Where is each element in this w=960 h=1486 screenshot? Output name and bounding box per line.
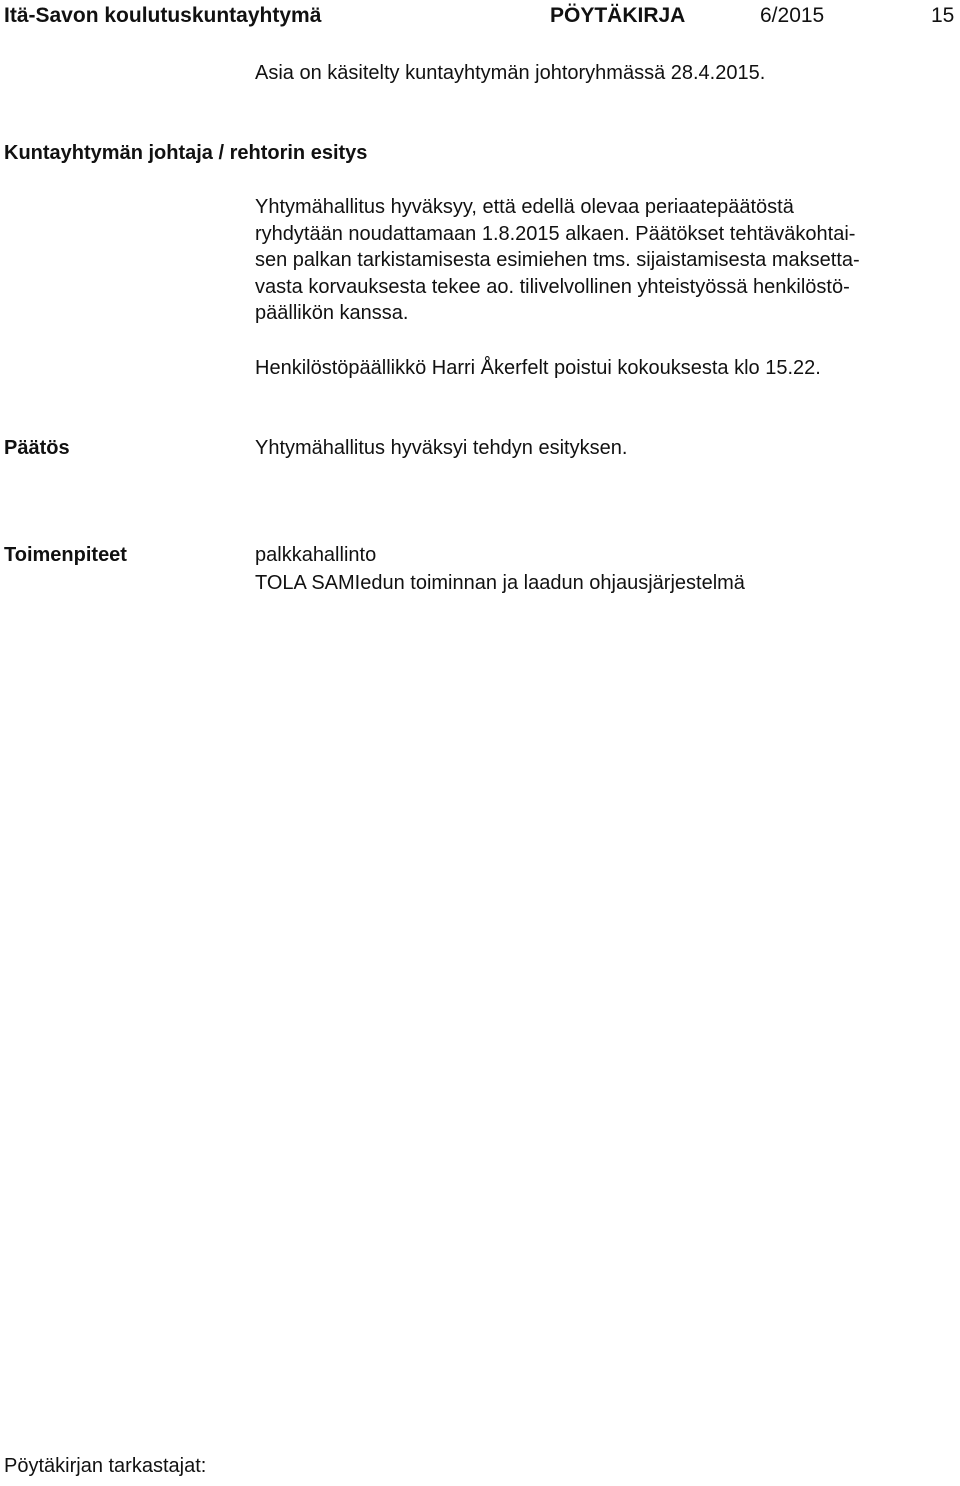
proposal-paragraph (255, 194, 955, 327)
proposal-heading: Kuntayhtymän johtaja / rehtorin esitys (4, 142, 368, 164)
departure-note: Henkilöstöpäällikkö Harri Åkerfelt poistui kokouksesta klo 15.22. (255, 357, 821, 379)
proposal-line: sen palkan tarkistamisesta esimiehen tms. sijaistamisesta maksetta- (255, 249, 860, 271)
action-item: TOLA SAMIedun toiminnan ja laadun ohjausjärjestelmä (255, 572, 745, 594)
proposal-line: päällikön kanssa. (255, 302, 409, 324)
reviewers-label: Pöytäkirjan tarkastajat: (4, 1455, 207, 1477)
document-number: 6/2015 (760, 4, 825, 27)
proposal-line: ryhdytään noudattamaan 1.8.2015 alkaen. Päätökset tehtäväkohtai- (255, 222, 856, 245)
action-item: palkkahallinto (255, 544, 377, 566)
decision-text: Yhtymähallitus hyväksyi tehdyn esityksen. (255, 437, 628, 459)
page-number: 15 (931, 4, 955, 27)
actions-label: Toimenpiteet (4, 544, 127, 566)
decision-label: Päätös (4, 437, 70, 459)
organization-name: Itä-Savon koulutuskuntayhtymä (4, 4, 322, 27)
handled-note: Asia on käsitelty kuntayhtymän johtoryhmässä 28.4.2015. (255, 62, 766, 84)
document-type: PÖYTÄKIRJA (550, 4, 686, 27)
proposal-line: Yhtymähallitus hyväksyy, että edellä olevaa periaatepäätöstä (255, 196, 794, 218)
proposal-line: vasta korvauksesta tekee ao. tilivelvollinen yhteistyössä henkilöstö- (255, 275, 850, 298)
